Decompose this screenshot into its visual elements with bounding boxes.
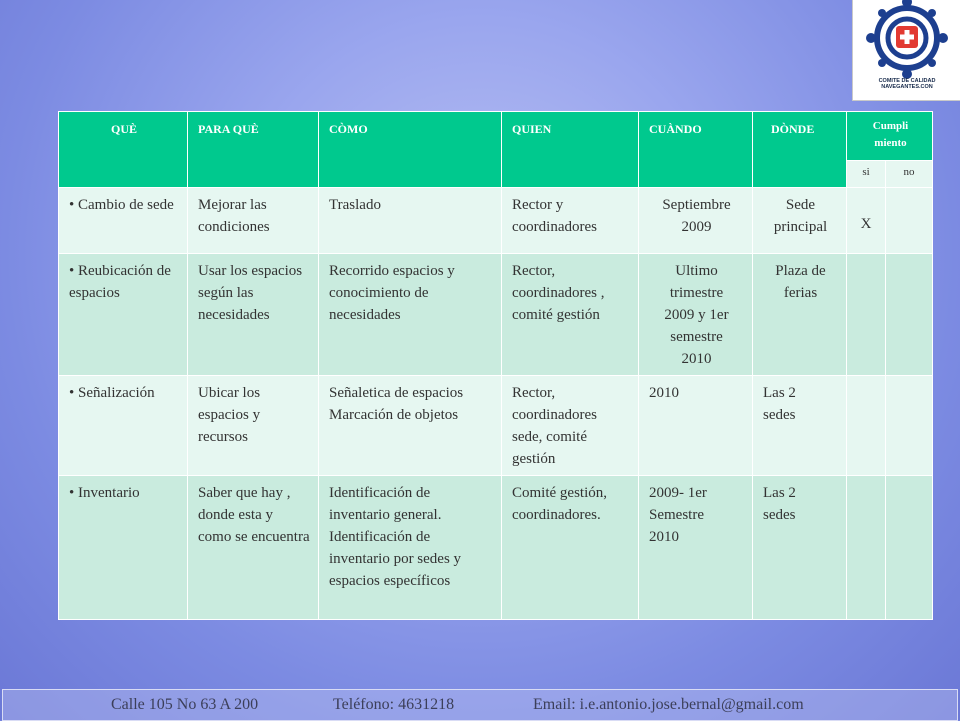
table-row (59, 188, 933, 254)
cell-como-line: Señaletica de espacios (329, 385, 464, 401)
cell-como (319, 376, 502, 476)
footer-contact-bar (2, 689, 958, 721)
footer-address: Calle 105 No 63 A 200 (111, 696, 259, 713)
cell-quien: Rector y coordinadores (502, 188, 639, 254)
cell-como-line: Recorrido espacios y conocimiento de necesidades (329, 263, 455, 323)
cell-donde-line: ferias (783, 285, 818, 301)
cell-que: • Reubicación de espacios (59, 254, 188, 376)
cell-quien: Rector, coordinadores , comité gestión (502, 254, 639, 376)
header-cuando: CUÀNDO (639, 112, 753, 188)
cell-cuando (639, 376, 753, 476)
header-como: CÒMO (319, 112, 502, 188)
cell-como (319, 188, 502, 254)
cell-como-line: Identificación de inventario por sedes y espacios específicos (329, 529, 462, 589)
ship-wheel-logo-icon (853, 0, 960, 80)
cell-donde (753, 254, 847, 376)
cell-donde (753, 476, 847, 620)
cell-donde-line: Plaza de (775, 263, 826, 279)
table-row (59, 376, 933, 476)
footer-phone: Teléfono: 4631218 (333, 696, 455, 713)
cell-cuando-line: trimestre (669, 285, 724, 301)
cell-como (319, 254, 502, 376)
header-quien: QUIEN (502, 112, 639, 188)
cell-cuando-line: semestre (670, 329, 723, 345)
cell-cuando-line: Semestre (649, 507, 704, 523)
cell-quien: Rector, coordinadores sede, comité gestión (502, 376, 639, 476)
cell-no-mark (886, 376, 933, 476)
cell-no-mark (886, 188, 933, 254)
cell-quien: Comité gestión, coordinadores. (502, 476, 639, 620)
header-no: no (886, 161, 933, 188)
header-cumplimiento (847, 112, 933, 161)
header-si: si (847, 161, 886, 188)
cell-donde-line: sedes (763, 507, 796, 523)
cell-donde (753, 376, 847, 476)
cell-como-line: Identificación de inventario general. (329, 485, 442, 523)
header-donde: DÒNDE (753, 112, 847, 188)
cell-donde-line: Sede (785, 197, 816, 213)
cell-cuando-line: 2010 (649, 385, 679, 401)
cell-como-line: Traslado (329, 197, 381, 213)
cell-cuando-line: Septiembre (662, 197, 731, 213)
cell-para-que: Ubicar los espacios y recursos (188, 376, 319, 476)
cell-cuando-line: 2010 (649, 529, 679, 545)
cell-que: • Señalización (59, 376, 188, 476)
cell-cuando-line: 2009- 1er (649, 485, 707, 501)
footer-email: Email: i.e.antonio.jose.bernal@gmail.com (533, 696, 804, 713)
cell-donde-line: Las 2 (763, 485, 796, 501)
cell-donde-line: sedes (763, 407, 796, 423)
cell-si-mark (847, 476, 886, 620)
cell-cuando-line: 2009 (681, 219, 712, 235)
cell-si-mark: X (847, 188, 886, 254)
cell-para-que: Usar los espacios según las necesidades (188, 254, 319, 376)
logo-text-line-1: COMITE DE CALIDAD (878, 78, 936, 84)
cell-si-mark (847, 376, 886, 476)
cell-como (319, 476, 502, 620)
cell-para-que: Mejorar las condiciones (188, 188, 319, 254)
cell-cuando (639, 188, 753, 254)
cell-donde-line: principal (773, 219, 828, 235)
cell-para-que: Saber que hay , donde esta y como se encuentra (188, 476, 319, 620)
cell-cuando-line: 2009 y 1er (664, 307, 729, 323)
cell-si-mark (847, 254, 886, 376)
cell-como-line: Marcación de objetos (329, 407, 459, 423)
logo-text-line-2: NAVEGANTES.CON (881, 84, 933, 90)
cell-donde-line: Las 2 (763, 385, 796, 401)
header-para-que: PARA QUÈ (188, 112, 319, 188)
table-row (59, 254, 933, 376)
header-cumplimiento-line-2: miento (874, 137, 907, 149)
header-que: QUÈ (59, 112, 188, 188)
cell-no-mark (886, 254, 933, 376)
cell-que: • Cambio de sede (59, 188, 188, 254)
action-plan-table (58, 111, 933, 620)
committee-logo (852, 0, 960, 101)
header-cumplimiento-line-1: Cumpli (872, 120, 909, 132)
table-row (59, 476, 933, 620)
cell-no-mark (886, 476, 933, 620)
cell-cuando-line: 2010 (681, 351, 712, 367)
cell-cuando (639, 254, 753, 376)
cell-donde (753, 188, 847, 254)
cell-que: • Inventario (59, 476, 188, 620)
cell-cuando (639, 476, 753, 620)
cell-cuando-line: Ultimo (675, 263, 718, 279)
